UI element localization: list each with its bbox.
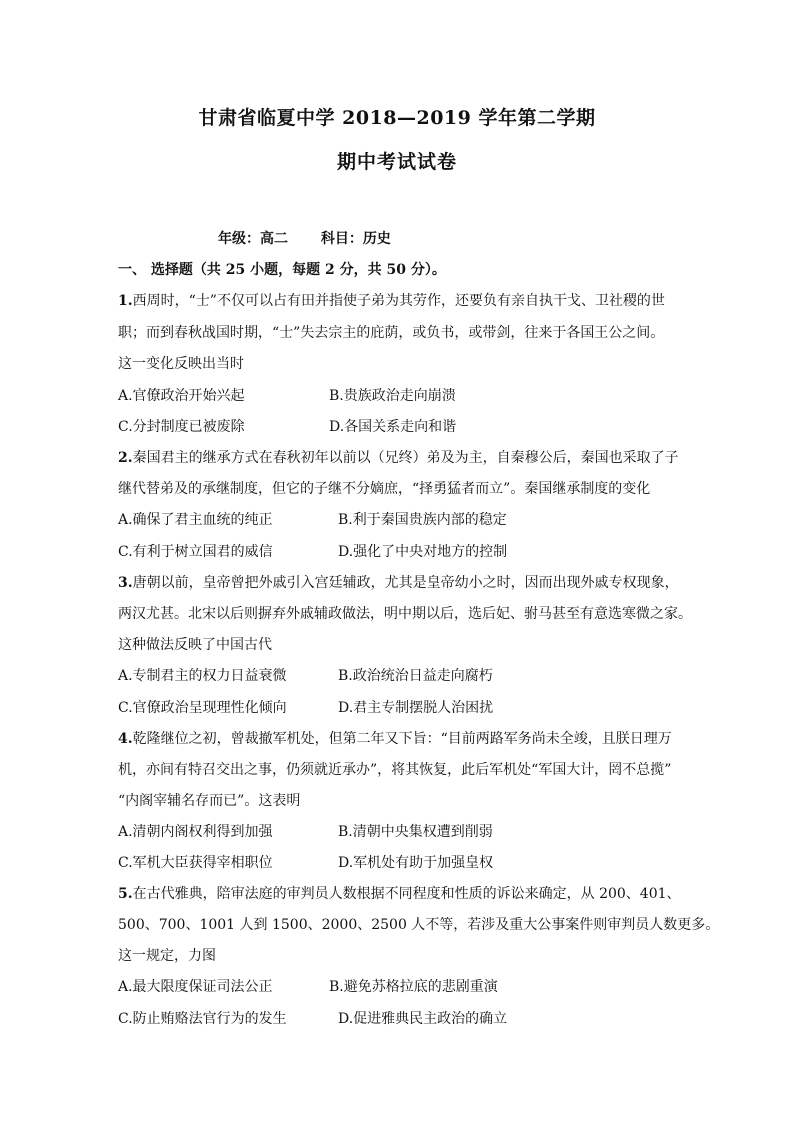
option-a: A.清朝内阁权利得到加强 bbox=[118, 824, 273, 840]
option-d: D.强化了中央对地方的控制 bbox=[338, 544, 508, 560]
question-number: 5. bbox=[118, 886, 133, 902]
question-number: 3. bbox=[118, 575, 133, 591]
exam-subtitle: 期中考试试卷 bbox=[336, 151, 457, 173]
question-line: 2.秦国君主的继承方式在春秋初年以前以（兄终）弟及为主，自秦穆公后，秦国也采取了子 bbox=[118, 450, 679, 466]
option-d: D.各国关系走向和谐 bbox=[329, 419, 457, 435]
option-c: C.官僚政治呈现理性化倾向 bbox=[118, 700, 287, 716]
question-line: 继代替弟及的承继制度，但它的子继不分嫡庶，“择勇猛者而立”。秦国继承制度的变化 bbox=[118, 481, 651, 497]
option-b: B.清朝中央集权遭到削弱 bbox=[338, 824, 493, 840]
option-d: D.君主专制摆脱人治困扰 bbox=[338, 700, 494, 716]
question-line: 500、700、1001 人到 1500、2000、2500 人不等，若涉及重大公事案件则审判员人数更多。 bbox=[118, 917, 720, 933]
option-d: D.促进雅典民主政治的确立 bbox=[338, 1011, 508, 1027]
option-b: B.避免苏格拉底的悲剧重演 bbox=[329, 979, 498, 995]
option-c: C.军机大臣获得宰相职位 bbox=[118, 855, 273, 871]
exam-title: 甘肃省临夏中学 2018—2019 学年第二学期 bbox=[198, 107, 596, 129]
option-b: B.贵族政治走向崩溃 bbox=[329, 388, 456, 404]
question-line: 3.唐朝以前，皇帝曾把外戚引入宫廷辅政，尤其是皇帝幼小之时，因而出现外戚专权现象， bbox=[118, 575, 679, 591]
subject-label: 科目：历史 bbox=[320, 231, 391, 247]
option-a: A.专制君主的权力日益衰微 bbox=[118, 668, 287, 684]
grade-label: 年级：高二 bbox=[218, 231, 288, 247]
question-line: “内阁宰辅名存而已”。这表明 bbox=[118, 793, 301, 809]
question-line: 两汉尤甚。北宋以后则摒弃外戚辅政做法，明中期以后，选后妃、驸马甚至有意选寒微之家。 bbox=[118, 606, 692, 622]
question-line: 5.在古代雅典，陪审法庭的审判员人数根据不同程度和性质的诉讼来确定，从 200、401、 bbox=[118, 886, 681, 902]
option-a: A.官僚政治开始兴起 bbox=[118, 388, 245, 404]
question-line: 这一变化反映出当时 bbox=[118, 356, 244, 372]
question-line: 4.乾隆继位之初，曾裁撤军机处，但第二年又下旨：“目前两路军务尚未全竣，且朕日理万 bbox=[118, 731, 672, 747]
section-heading: 一、 选择题（共 25 小题，每题 2 分，共 50 分）。 bbox=[118, 262, 446, 278]
question-number: 2. bbox=[118, 450, 133, 466]
question-line: 职；而到春秋战国时期，“士”失去宗主的庇荫，或负书，或带剑，往来于各国王公之间。 bbox=[118, 325, 665, 341]
option-b: B.政治统治日益走向腐朽 bbox=[338, 668, 493, 684]
option-c: C.防止贿赂法官行为的发生 bbox=[118, 1011, 287, 1027]
question-line: 这一规定，力图 bbox=[118, 948, 216, 964]
option-c: C.有利于树立国君的威信 bbox=[118, 544, 273, 560]
question-number: 1. bbox=[118, 293, 133, 309]
option-a: A.确保了君主血统的纯正 bbox=[118, 512, 273, 528]
question-number: 4. bbox=[118, 731, 133, 747]
option-b: B.利于秦国贵族内部的稳定 bbox=[338, 512, 507, 528]
question-line: 1.西周时，“士”不仅可以占有田并指使子弟为其劳作，还要负有亲自执干戈、卫社稷的世 bbox=[118, 293, 665, 309]
question-line: 机，亦间有特召交出之事，仍须就近承办”，将其恢复，此后军机处“军国大计，罔不总揽” bbox=[118, 762, 672, 778]
option-d: D.军机处有助于加强皇权 bbox=[338, 855, 494, 871]
option-a: A.最大限度保证司法公正 bbox=[118, 979, 273, 995]
question-line: 这种做法反映了中国古代 bbox=[118, 637, 272, 653]
exam-meta bbox=[218, 228, 391, 248]
option-c: C.分封制度已被废除 bbox=[118, 419, 245, 435]
